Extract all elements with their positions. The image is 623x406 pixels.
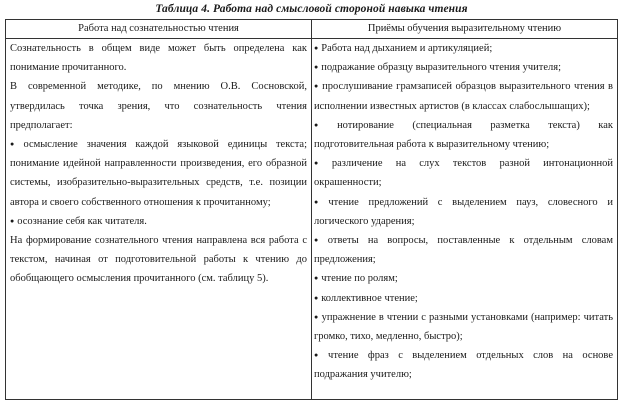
formation-paragraph: На формирование сознательного чтения направлена вся работа с текстом, начиная от подготовительной работы к чтению до обобщающего осмысления прочитанного (см. таблицу 5). [10,235,307,285]
list-item [314,77,613,115]
bullet-icon: ● [314,293,319,302]
definition-paragraph: Сознательность в общем виде может быть определена как понимание прочитанного. [10,43,307,74]
list-item [314,231,613,269]
list-item [10,135,307,212]
bullet-icon: ● [10,140,21,149]
list-item [314,269,613,288]
expressive-reading-cell [312,39,618,400]
list-item-text: различение на слух текстов разной интонационной окрашенности; [314,158,613,189]
bullet-icon: ● [10,216,15,225]
bullet-icon: ● [314,44,319,52]
list-item-text: подражание образцу выразительного чтения учителя; [321,62,562,74]
list-item-text: чтение по ролям; [321,273,398,285]
bullet-icon: ● [314,120,335,129]
list-item-text: Работа над дыханием и артикуляцией; [321,43,493,54]
list-item-text: коллективное чтение; [321,292,418,304]
list-item [314,308,613,346]
list-item [314,289,613,308]
list-item-text: осознание себя как читателя. [17,215,147,227]
conscious-reading-cell [6,39,312,400]
list-item-text: упражнение в чтении с разными установками (например: читать громко, тихо, медленно, быстро); [314,311,613,343]
list-item-text: осмысление значения каждой языковой единицы текста; понимание идейной направленности произведения, его образной системы, изобразительно-выразительных средств, т.е. позиции автора и своего собственного отношения к прочитанному; [10,139,307,208]
table-caption: Таблица 4. Работа над смысловой стороной навыка чтения [155,3,468,15]
header-expressive-reading: Приёмы обучения выразительному чтению [312,20,618,39]
bullet-icon: ● [314,236,325,245]
list-item [314,346,613,384]
table-body-row [6,39,618,400]
bullet-icon: ● [314,274,319,283]
list-item-text: нотирование (специальная разметка текста) как подготовительная работа к выразительному чтению; [314,119,613,151]
list-item-text: ответы на вопросы, поставленные к отдельным словам предложения; [314,235,613,266]
bullet-icon: ● [314,63,319,72]
list-item [10,212,307,231]
list-item [314,116,613,154]
list-item-text: чтение фраз с выделением отдельных слов на основе подражания учителю; [314,350,613,381]
bullet-icon: ● [314,159,329,168]
list-item [314,39,613,58]
list-item-text: прослушивание грамзаписей образцов выразительного чтения в исполнении известных артистов (в классах слабослышащих); [314,81,613,112]
bullet-icon: ● [314,82,320,91]
bullet-icon: ● [314,351,326,360]
bullet-icon: ● [314,197,326,206]
list-item [314,58,613,77]
list-item-text: чтение предложений с выделением пауз, словесного и логического ударения; [314,196,613,227]
table-header-row [6,20,618,39]
bullet-icon: ● [314,312,319,321]
list-item [314,154,613,192]
methodology-paragraph: В современной методике, по мнению О.В. Сосновской, утвердилась точка зрения, что сознательность чтения предполагает: [10,81,307,131]
header-conscious-reading: Работа над сознательностью чтения [6,20,312,39]
list-item [314,193,613,231]
methods-table [5,19,618,400]
